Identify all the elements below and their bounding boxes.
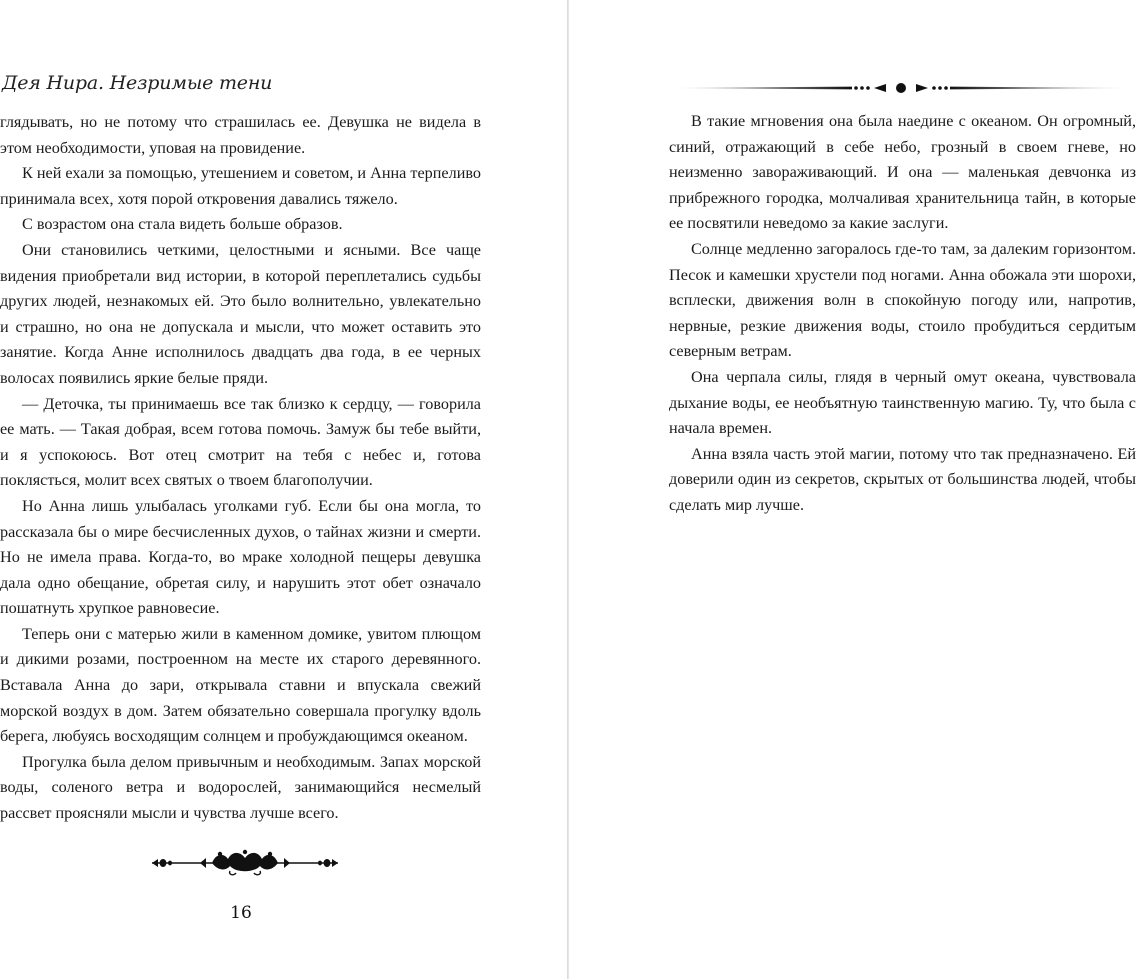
floral-ornament-icon xyxy=(150,849,340,877)
paragraph: Анна взяла часть этой магии, потому что так предназначено. Ей доверили один из секретов, скрытых от большинства людей, чтобы сделать мир лучше. xyxy=(669,444,1136,514)
page-number: 16 xyxy=(230,903,252,923)
paragraph: Она черпала силы, глядя в черный омут океана, чувствовала дыхание воды, ее необъятную таинственную магию. Ту, что была с начала времен. xyxy=(669,367,1136,438)
paragraph: глядывать, но не потому что страшилась ее. Девушка не видела в этом необходимости, уповая на провидение. xyxy=(0,113,481,157)
paragraph: С возрастом она стала видеть больше образов. xyxy=(22,215,343,234)
right-page xyxy=(569,0,1136,979)
paragraph: В такие мгновения она была наедине с океаном. Он огромный, синий, отражающий в себе небо, грозный в своем гневе, но неизменно завораживающий. И она — маленькая девчонка из прибрежного городка, молчаливая хранительница тайн, в которые ее посвятили неведомо за какие заслуги. xyxy=(669,112,1136,233)
paragraph: Солнце медленно загоралось где-то там, за далеким горизонтом. Песок и камешки хрустели под ногами. Анна обожала эти шорохи, всплески, движения волн в спокойную погоду или, напротив, нервные, резкие движения воды, стоило пробудиться сердитым северным ветрам. xyxy=(669,239,1136,361)
paragraph: — Деточка, ты принимаешь все так близко к сердцу, — говорила ее мать. — Такая добрая, всем готова помочь. Замуж бы тебе выйти, и я успокоюсь. Вот отец смотрит на тебя с небес и, готова поклясться, молит всех святых о твоем благополучии. xyxy=(0,394,481,490)
divider-ornament-icon xyxy=(672,78,1130,98)
paragraph: Они становились четкими, целостными и ясными. Все чаще видения приобретали вид истории, в которой переплетались судьбы других людей, незнакомых ей. Это было волнительно, увлекательно и страшно, но она не допускала и мысли, что может оставить это занятие. Когда Анне исполнилось двадцать два года, в ее черных волосах появились яркие белые пряди. xyxy=(0,240,481,387)
right-page-text xyxy=(669,109,1136,519)
running-head: Дея Нира. Незримые тени xyxy=(2,72,273,94)
left-page-text xyxy=(0,110,481,827)
paragraph: Но Анна лишь улыбалась уголками губ. Если бы она могла, то рассказала бы о мире бесчисленных духов, о тайнах жизни и смерти. Но не имела права. Когда-то, во мраке холодной пещеры девушка дала одно обещание, обретая силу, и нарушить этот обет означало пошатнуть хрупкое равновесие. xyxy=(0,496,481,618)
paragraph: Прогулка была делом привычным и необходимым. Запах морской воды, соленого ветра и водорослей, занимающийся несмелый рассвет проясняли мысли и чувства лучше всего. xyxy=(0,752,481,823)
paragraph: Теперь они с матерью жили в каменном домике, увитом плющом и дикими розами, построенном на месте их старого деревянного. Вставала Анна до зари, открывала ставни и впускала свежий морской воздух в дом. Затем обязательно совершала прогулку вдоль берега, любуясь восходящим солнцем и пробуждающимся океаном. xyxy=(0,624,481,746)
paragraph: К ней ехали за помощью, утешением и советом, и Анна терпеливо принимала всех, хотя порой откровения давались тяжело. xyxy=(0,164,481,208)
